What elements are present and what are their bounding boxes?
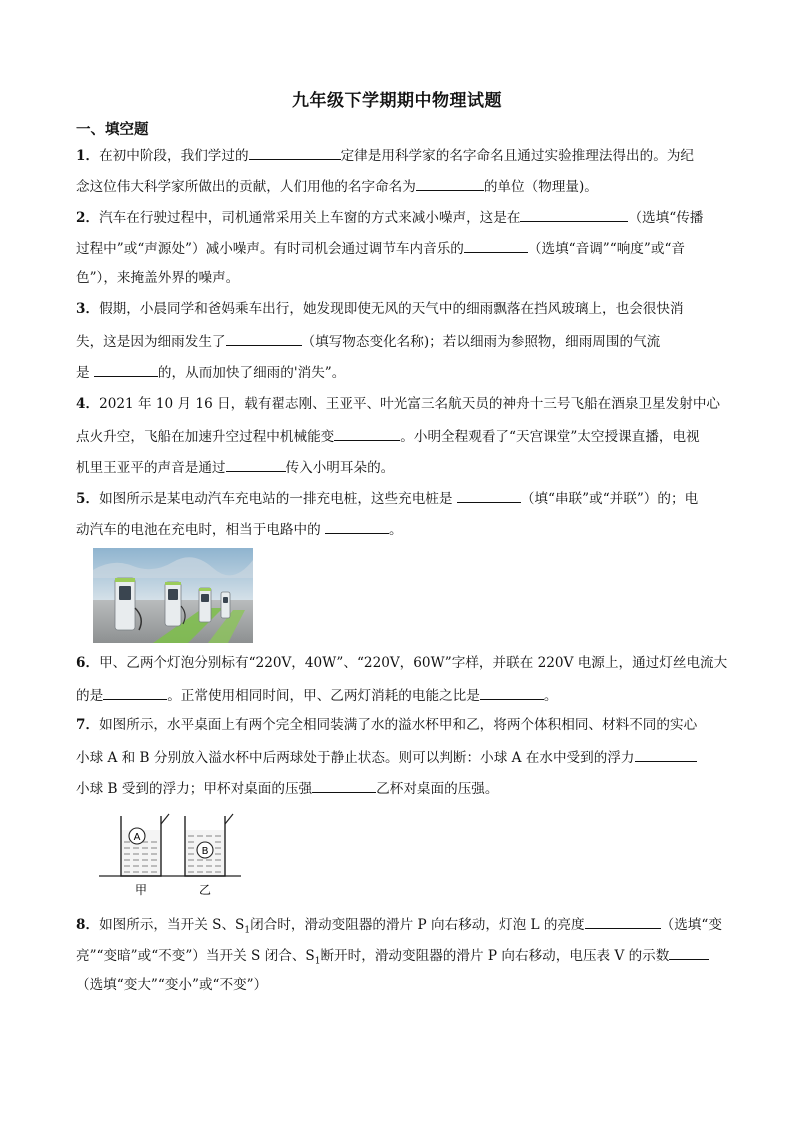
charging-station-illustration	[93, 548, 253, 643]
q1-number: 1．	[76, 148, 100, 164]
q7-line-2: 小球 A 和 B 分别放入溢水杯中后两球处于静止状态。则可以判断：小球 A 在水中受到的浮力	[76, 747, 766, 767]
answer-blank[interactable]	[480, 685, 544, 700]
q1-line-2: 念这位伟大科学家所做出的贡献，人们用他的名字命名为 的单位（物理量)。	[76, 176, 766, 196]
q3-line-2: 失，这是因为细雨发生了 （填写物态变化名称)；若以细雨为参照物，细雨周围的气流	[76, 331, 766, 351]
cup-jia	[121, 814, 169, 876]
answer-blank[interactable]	[635, 747, 697, 762]
q2-line-3: 色”），来掩盖外界的噪声。	[76, 270, 240, 286]
svg-text:A: A	[133, 832, 141, 843]
q8-line-2: 亮”“变暗”或“不变”）当开关 S 闭合、$S_1$断开时，滑动变阻器的滑片 P 向右移动，电压表 V 的示数	[76, 945, 766, 971]
q7-line-1: 7．如图所示，水平桌面上有两个完全相同装满了水的溢水杯甲和乙，将两个体积相同、材料不同的实心	[76, 717, 698, 733]
q3-number: 3．	[76, 301, 100, 317]
cup-jia-label: 甲	[134, 883, 148, 897]
answer-blank[interactable]	[585, 914, 661, 929]
q8-line-3: （选填“变大”“变小”或“不变”）	[76, 977, 268, 993]
answer-blank[interactable]	[226, 331, 302, 346]
answer-blank[interactable]	[464, 238, 528, 253]
answer-blank[interactable]	[416, 176, 484, 191]
q4-number: 4．	[76, 396, 100, 412]
q2-line-2: 过程中”或“声源处”）减小噪声。有时司机会通过调节车内音乐的 （选填“音调”“响度”或“音	[76, 238, 766, 258]
section-heading: 一、填空题	[76, 122, 149, 138]
q4-line-1: 4．2021 年 10 月 16 日，载有翟志刚、王亚平、叶光富三名航天员的神舟十三号飞船在酒泉卫星发射中心	[76, 396, 721, 412]
q8-number: 8．	[76, 917, 100, 933]
q8-line-1: 8．如图所示，当开关 S、$S_1$闭合时，滑动变阻器的滑片 P 向右移动，灯泡 L 的亮度 （选填“变	[76, 914, 766, 940]
answer-blank[interactable]	[94, 362, 158, 377]
answer-blank[interactable]	[457, 488, 521, 503]
answer-blank[interactable]	[249, 145, 341, 160]
q2-number: 2．	[76, 210, 100, 226]
overflow-cups-figure	[95, 810, 245, 900]
q2-line-1: 2．汽车在行驶过程中，司机通常采用关上车窗的方式来减小噪声，这是在 （选填“传播	[76, 207, 766, 227]
answer-blank[interactable]	[334, 426, 400, 441]
charging-station-photo	[93, 548, 253, 643]
q3-line-3: 是 的，从而加快了细雨的'消失”。	[76, 362, 766, 382]
svg-text:B: B	[201, 846, 209, 857]
q5-line-1: 5．如图所示是某电动汽车充电站的一排充电桩，这些充电桩是 （填“串联”或“并联”）的；电	[76, 488, 766, 508]
q7-number: 7．	[76, 717, 100, 733]
q6-number: 6．	[76, 655, 100, 671]
cup-yi-label: 乙	[198, 883, 212, 897]
q4-line-2: 点火升空，飞船在加速升空过程中机械能变 。小明全程观看了“天宫课堂”太空授课直播，电视	[76, 426, 766, 446]
q7-line-3: 小球 B 受到的浮力；甲杯对桌面的压强 乙杯对桌面的压强。	[76, 778, 766, 798]
answer-blank[interactable]	[325, 519, 389, 534]
q4-line-3: 机里王亚平的声音是通过 传入小明耳朵的。	[76, 457, 766, 477]
q5-number: 5．	[76, 491, 100, 507]
page-title: 九年级下学期期中物理试题	[292, 91, 502, 111]
answer-blank[interactable]	[520, 207, 628, 222]
answer-blank[interactable]	[226, 457, 286, 472]
q3-line-1: 3．假期，小晨同学和爸妈乘车出行，她发现即使无风的天气中的细雨飘落在挡风玻璃上，也会很快消	[76, 301, 684, 317]
answer-blank[interactable]	[669, 945, 709, 960]
answer-blank[interactable]	[103, 685, 167, 700]
q1-line-1: 1．在初中阶段，我们学过的 定律是用科学家的名字命名且通过实验推理法得出的。为纪	[76, 145, 766, 165]
cup-yi	[185, 814, 233, 876]
q5-line-2: 动汽车的电池在充电时，相当于电路中的 。	[76, 519, 766, 539]
q6-line-2: 的是 。正常使用相同时间，甲、乙两灯消耗的电能之比是 。	[76, 685, 766, 705]
answer-blank[interactable]	[312, 778, 376, 793]
q6-line-1: 6．甲、乙两个灯泡分别标有“220V，40W”、“220V，60W”字样，并联在 220V 电源上，通过灯丝电流大	[76, 655, 728, 671]
